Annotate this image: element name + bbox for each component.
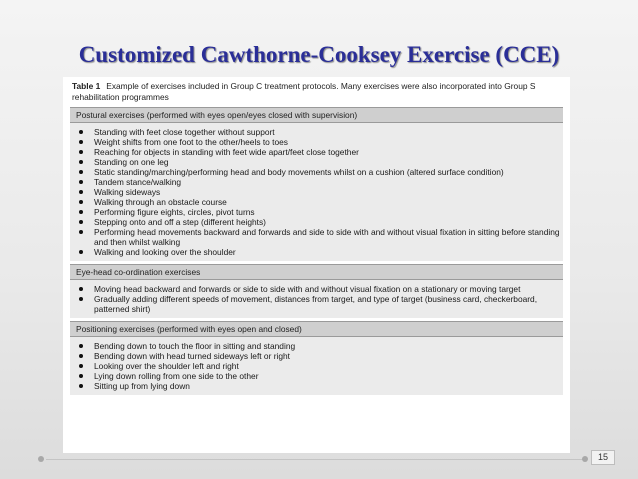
list-item: Static standing/marching/performing head and body movements whilst on a cushion (altered surface condition) [70, 167, 563, 177]
list-item: Lying down rolling from one side to the other [70, 371, 563, 381]
slide-title: Customized Cawthorne-Cooksey Exercise (CCE) [78, 42, 560, 67]
table-caption-text: Example of exercises included in Group C treatment protocols. Many exercises were also incorporated into Group S rehabilitation programmes [72, 81, 536, 102]
list-item: Walking through an obstacle course [70, 197, 563, 207]
list-item: Walking sideways [70, 187, 563, 197]
exercise-list-eye-head [70, 284, 563, 314]
list-item: Gradually adding different speeds of movement, distances from target, and type of target (business card, checkerboard, patterned shirt) [70, 294, 563, 314]
list-item: Reaching for objects in standing with feet wide apart/feet close together [70, 147, 563, 157]
exercise-list-postural [70, 127, 563, 257]
footer-divider [46, 459, 584, 460]
list-item: Moving head backward and forwards or side to side with and without visual fixation on a stationary or moving target [70, 284, 563, 294]
list-item: Standing with feet close together without support [70, 127, 563, 137]
list-item: Tandem stance/walking [70, 177, 563, 187]
footer-left-dot [38, 456, 44, 462]
table-caption [72, 81, 563, 102]
table-label: Table 1 [72, 81, 101, 91]
section-body-eye-head [70, 280, 563, 318]
list-item: Sitting up from lying down [70, 381, 563, 391]
section-eye-head [70, 264, 563, 318]
section-header-eye-head: Eye-head co-ordination exercises [70, 264, 563, 280]
section-header-postural: Postural exercises (performed with eyes open/eyes closed with supervision) [70, 107, 563, 123]
section-body-postural [70, 123, 563, 261]
list-item: Performing head movements backward and forwards and side to side with and without visual fixation in sitting before standing and then whilst walking [70, 227, 563, 247]
footer-right-dot [582, 456, 588, 462]
exercise-list-positioning [70, 341, 563, 391]
page-number: 15 [591, 450, 615, 465]
list-item: Stepping onto and off a step (different heights) [70, 217, 563, 227]
list-item: Weight shifts from one foot to the other/heels to toes [70, 137, 563, 147]
list-item: Bending down to touch the floor in sitting and standing [70, 341, 563, 351]
section-header-positioning: Positioning exercises (performed with eyes open and closed) [70, 321, 563, 337]
table-figure [63, 77, 570, 453]
section-body-positioning [70, 337, 563, 395]
list-item: Performing figure eights, circles, pivot turns [70, 207, 563, 217]
list-item: Walking and looking over the shoulder [70, 247, 563, 257]
section-positioning [70, 321, 563, 395]
section-postural [70, 107, 563, 261]
list-item: Standing on one leg [70, 157, 563, 167]
list-item: Bending down with head turned sideways left or right [70, 351, 563, 361]
list-item: Looking over the shoulder left and right [70, 361, 563, 371]
